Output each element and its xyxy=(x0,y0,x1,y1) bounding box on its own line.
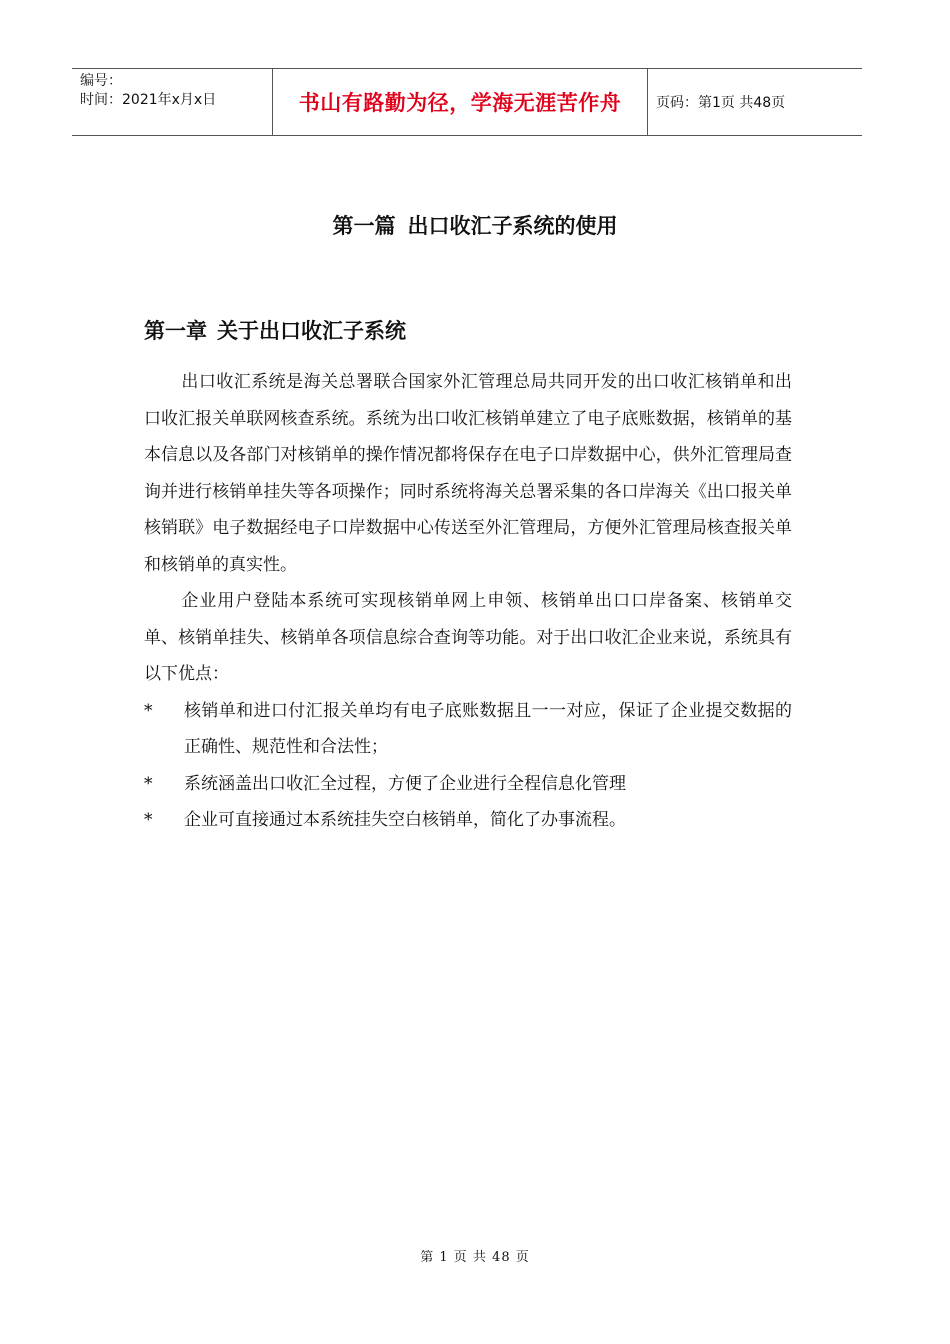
part-title xyxy=(0,210,950,240)
chapter-title xyxy=(144,315,406,345)
header-table xyxy=(72,68,862,136)
bullet-star: * xyxy=(144,810,153,830)
bullet-text: 企业可直接通过本系统挂失空白核销单，简化了办事流程。 xyxy=(184,810,626,830)
part-name: 出口收汇子系统的使用 xyxy=(407,214,618,238)
bullet-item xyxy=(144,802,792,839)
page-footer: 第 1 页 共 48 页 xyxy=(420,1250,530,1265)
bullet-item xyxy=(144,766,792,803)
paragraph-intro: 出口收汇系统是海关总署联合国家外汇管理总局共同开发的出口收汇核销单和出口收汇报关单联网核查系统。系统为出口收汇核销单建立了电子底账数据，核销单的基本信息以及各部门对核销单的操作情况都将保存在电子口岸数据中心，供外汇管理局查询并进行核销单挂失等各项操作；同时系统将海关总署采集的各口岸海关《出口报关单核销联》电子数据经电子口岸数据中心传送至外汇管理局，方便外汇管理局核查报关单和核销单的真实性。 xyxy=(144,372,792,575)
bullet-star: * xyxy=(144,773,153,794)
bullet-star: * xyxy=(144,700,153,721)
header-page-info: 页码：第1页 共48页 xyxy=(656,95,786,111)
date-label: 时间：2021年x月x日 xyxy=(80,92,217,108)
paragraph-features: 企业用户登陆本系统可实现核销单网上申领、核销单出口口岸备案、核销单交单、核销单挂失、核销单各项信息综合查询等功能。对于出口收汇企业来说，系统具有以下优点： xyxy=(144,591,792,684)
bullet-text: 系统涵盖出口收汇全过程，方便了企业进行全程信息化管理 xyxy=(184,773,626,794)
chapter-number: 第一章 xyxy=(144,319,207,343)
bullet-item xyxy=(144,693,792,766)
header-meta-cell xyxy=(72,69,273,135)
header-motto: 书山有路勤为径，学海无涯苦作舟 xyxy=(273,69,648,135)
body-text xyxy=(144,364,792,839)
bullet-text: 核销单和进口付汇报关单均有电子底账数据且一一对应，保证了企业提交数据的正确性、规范性和合法性； xyxy=(184,700,792,757)
part-number: 第一篇 xyxy=(332,214,396,238)
serial-number-label: 编号： xyxy=(80,73,122,89)
chapter-name: 关于出口收汇子系统 xyxy=(217,319,406,343)
